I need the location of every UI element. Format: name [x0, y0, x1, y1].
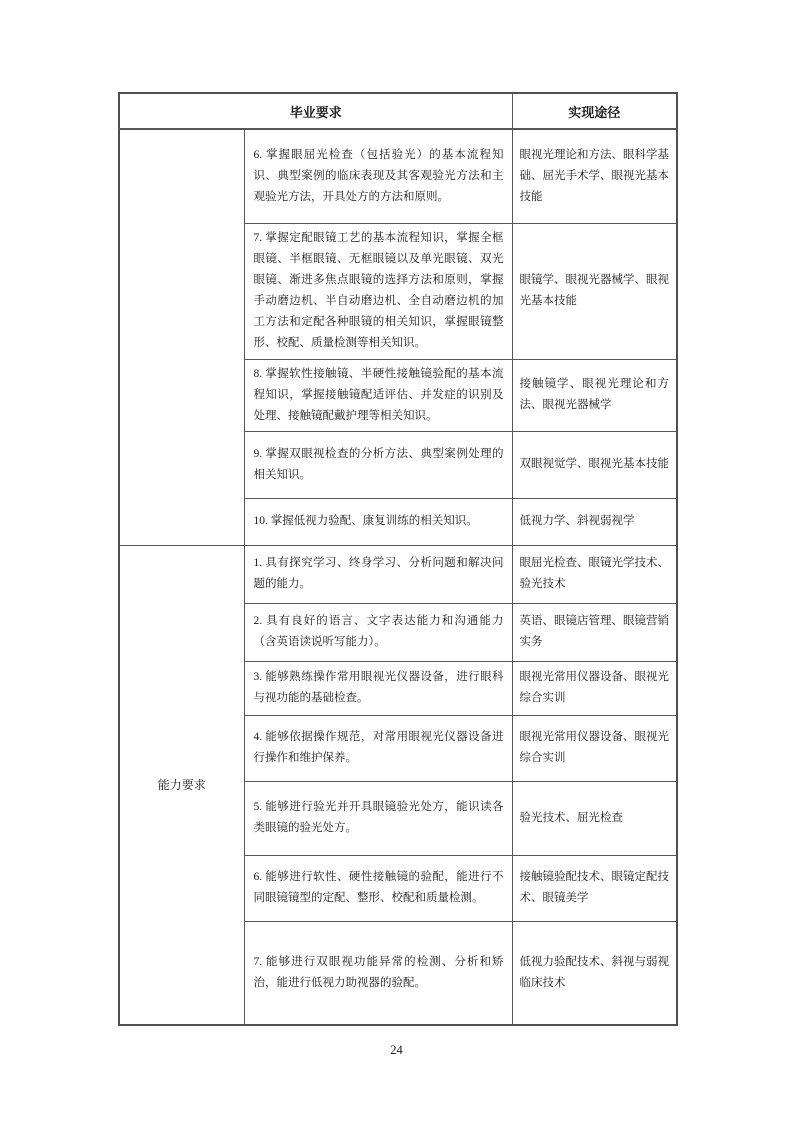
implementation-path-cell: 眼屈光检查、眼镜光学技术、验光技术	[512, 545, 677, 603]
implementation-path-cell: 眼视光常用仪器设备、眼视光综合实训	[512, 715, 677, 781]
requirement-cell: 1. 具有探究学习、终身学习、分析问题和解决问题的能力。	[244, 545, 512, 603]
column-header-graduation-requirements: 毕业要求	[119, 93, 512, 129]
implementation-path-cell: 接触镜学、眼视光理论和方法、眼视光器械学	[512, 359, 677, 431]
requirement-cell: 2. 具有良好的语言、文字表达能力和沟通能力（含英语读说听写能力）。	[244, 603, 512, 661]
implementation-path-cell: 低视力验配技术、斜视与弱视临床技术	[512, 921, 677, 1025]
implementation-path-cell: 验光技术、屈光检查	[512, 781, 677, 855]
implementation-path-cell: 双眼视觉学、眼视光基本技能	[512, 431, 677, 498]
requirement-cell: 8. 掌握软性接触镜、半硬性接触镜验配的基本流程知识，掌握接触镜配适评估、并发症的识别及处理、接触镜配戴护理等相关知识。	[244, 359, 512, 431]
requirement-cell: 7. 掌握定配眼镜工艺的基本流程知识，掌握全框眼镜、半框眼镜、无框眼镜以及单光眼镜、双光眼镜、渐进多焦点眼镜的选择方法和原则，掌握手动磨边机、半自动磨边机、全自动磨边机的加工方法和定配各种眼镜的相关知识，掌握眼镜整形、校配、质量检测等相关知识。	[244, 223, 512, 359]
requirement-cell: 5. 能够进行验光并开具眼镜验光处方，能识读各类眼镜的验光处方。	[244, 781, 512, 855]
implementation-path-cell: 眼镜学、眼视光器械学、眼视光基本技能	[512, 223, 677, 359]
page-number: 24	[390, 1043, 403, 1057]
requirement-cell: 6. 能够进行软性、硬性接触镜的验配，能进行不同眼镜镜型的定配、整形、校配和质量检测。	[244, 855, 512, 921]
requirement-cell: 3. 能够熟练操作常用眼视光仪器设备，进行眼科与视功能的基础检查。	[244, 661, 512, 715]
table-header-row	[119, 93, 677, 129]
requirement-cell: 4. 能够依据操作规范，对常用眼视光仪器设备进行操作和维护保养。	[244, 715, 512, 781]
implementation-path-cell: 眼视光理论和方法、眼科学基础、屈光手术学、眼视光基本技能	[512, 129, 677, 223]
section-label-cell: 能力要求	[119, 545, 244, 1025]
implementation-path-cell: 低视力学、斜视弱视学	[512, 498, 677, 545]
requirement-cell: 10. 掌握低视力验配、康复训练的相关知识。	[244, 498, 512, 545]
requirement-cell: 7. 能够进行双眼视功能异常的检测、分析和矫治，能进行低视力助视器的验配。	[244, 921, 512, 1025]
implementation-path-cell: 接触镜验配技术、眼镜定配技术、眼镜美学	[512, 855, 677, 921]
table-row	[119, 545, 677, 603]
graduation-requirements-table	[118, 92, 678, 1026]
implementation-path-cell: 眼视光常用仪器设备、眼视光综合实训	[512, 661, 677, 715]
section-label-cell-empty	[119, 129, 244, 545]
table-row	[119, 129, 677, 223]
implementation-path-cell: 英语、眼镜店管理、眼镜营销实务	[512, 603, 677, 661]
requirement-cell: 9. 掌握双眼视检查的分析方法、典型案例处理的相关知识。	[244, 431, 512, 498]
table-body	[119, 129, 677, 1025]
column-header-implementation-path: 实现途径	[512, 93, 677, 129]
requirement-cell: 6. 掌握眼屈光检查（包括验光）的基本流程知识、典型案例的临床表现及其客观验光方法和主观验光方法，开具处方的方法和原则。	[244, 129, 512, 223]
